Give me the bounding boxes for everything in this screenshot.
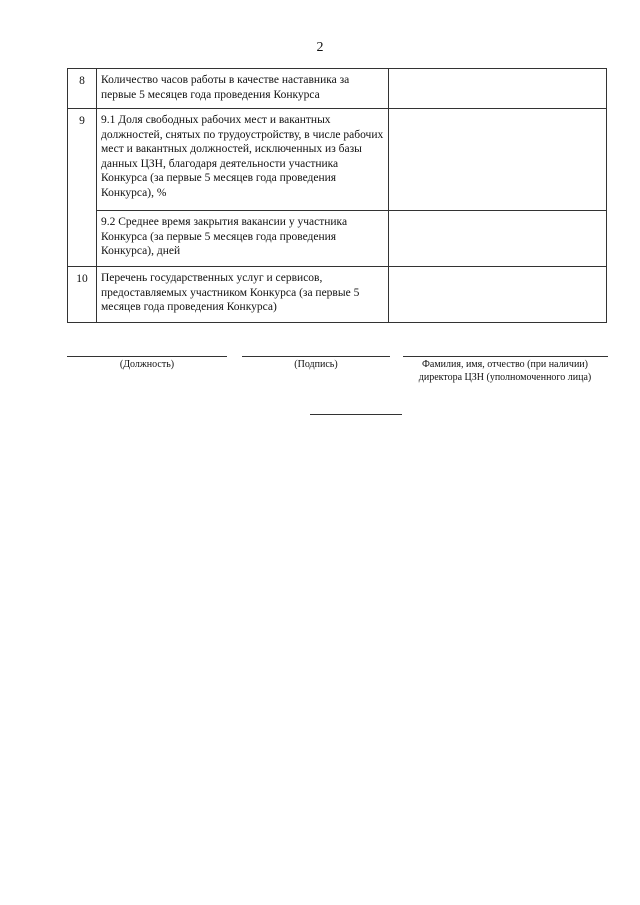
signature-label: (Подпись) xyxy=(294,359,338,370)
table-row xyxy=(68,109,607,211)
full-name-signature-line[interactable] xyxy=(403,356,608,357)
row-value-cell[interactable] xyxy=(389,211,607,267)
end-of-document-rule xyxy=(310,414,402,415)
page-number: 2 xyxy=(316,40,324,55)
full-name-label-line1: Фамилия, имя, отчество (при наличии) xyxy=(422,359,588,370)
criteria-table xyxy=(67,68,607,323)
position-label: (Должность) xyxy=(119,359,175,370)
row-description: 9.1 Доля свободных рабочих мест и вакантных должностей, снятых по трудоустройству, в числе рабочих мест и вакантных должностей, исключенных из базы данных ЦЗН, благодаря деятельности участника Конкурса (за первые 5 месяцев года проведения Конкурса), % xyxy=(97,109,389,211)
row-number: 10 xyxy=(68,267,97,323)
row-number: 9 xyxy=(68,109,97,267)
position-signature-line[interactable] xyxy=(67,356,227,357)
table-row xyxy=(68,211,607,267)
row-value-cell[interactable] xyxy=(389,69,607,109)
row-number: 8 xyxy=(68,69,97,109)
table-row xyxy=(68,267,607,323)
full-name-label-line2: директора ЦЗН (уполномоченного лица) xyxy=(418,372,592,383)
row-description: Перечень государственных услуг и сервисов, предоставляемых участником Конкурса (за первые 5 месяцев года проведения Конкурса) xyxy=(97,267,389,323)
full-name-label xyxy=(395,358,615,384)
table-row xyxy=(68,69,607,109)
row-description: Количество часов работы в качестве наставника за первые 5 месяцев года проведения Конкурса xyxy=(97,69,389,109)
row-value-cell[interactable] xyxy=(389,109,607,211)
row-value-cell[interactable] xyxy=(389,267,607,323)
row-description: 9.2 Среднее время закрытия вакансии у участника Конкурса (за первые 5 месяцев года проведения Конкурса), дней xyxy=(97,211,389,267)
signature-line[interactable] xyxy=(242,356,390,357)
